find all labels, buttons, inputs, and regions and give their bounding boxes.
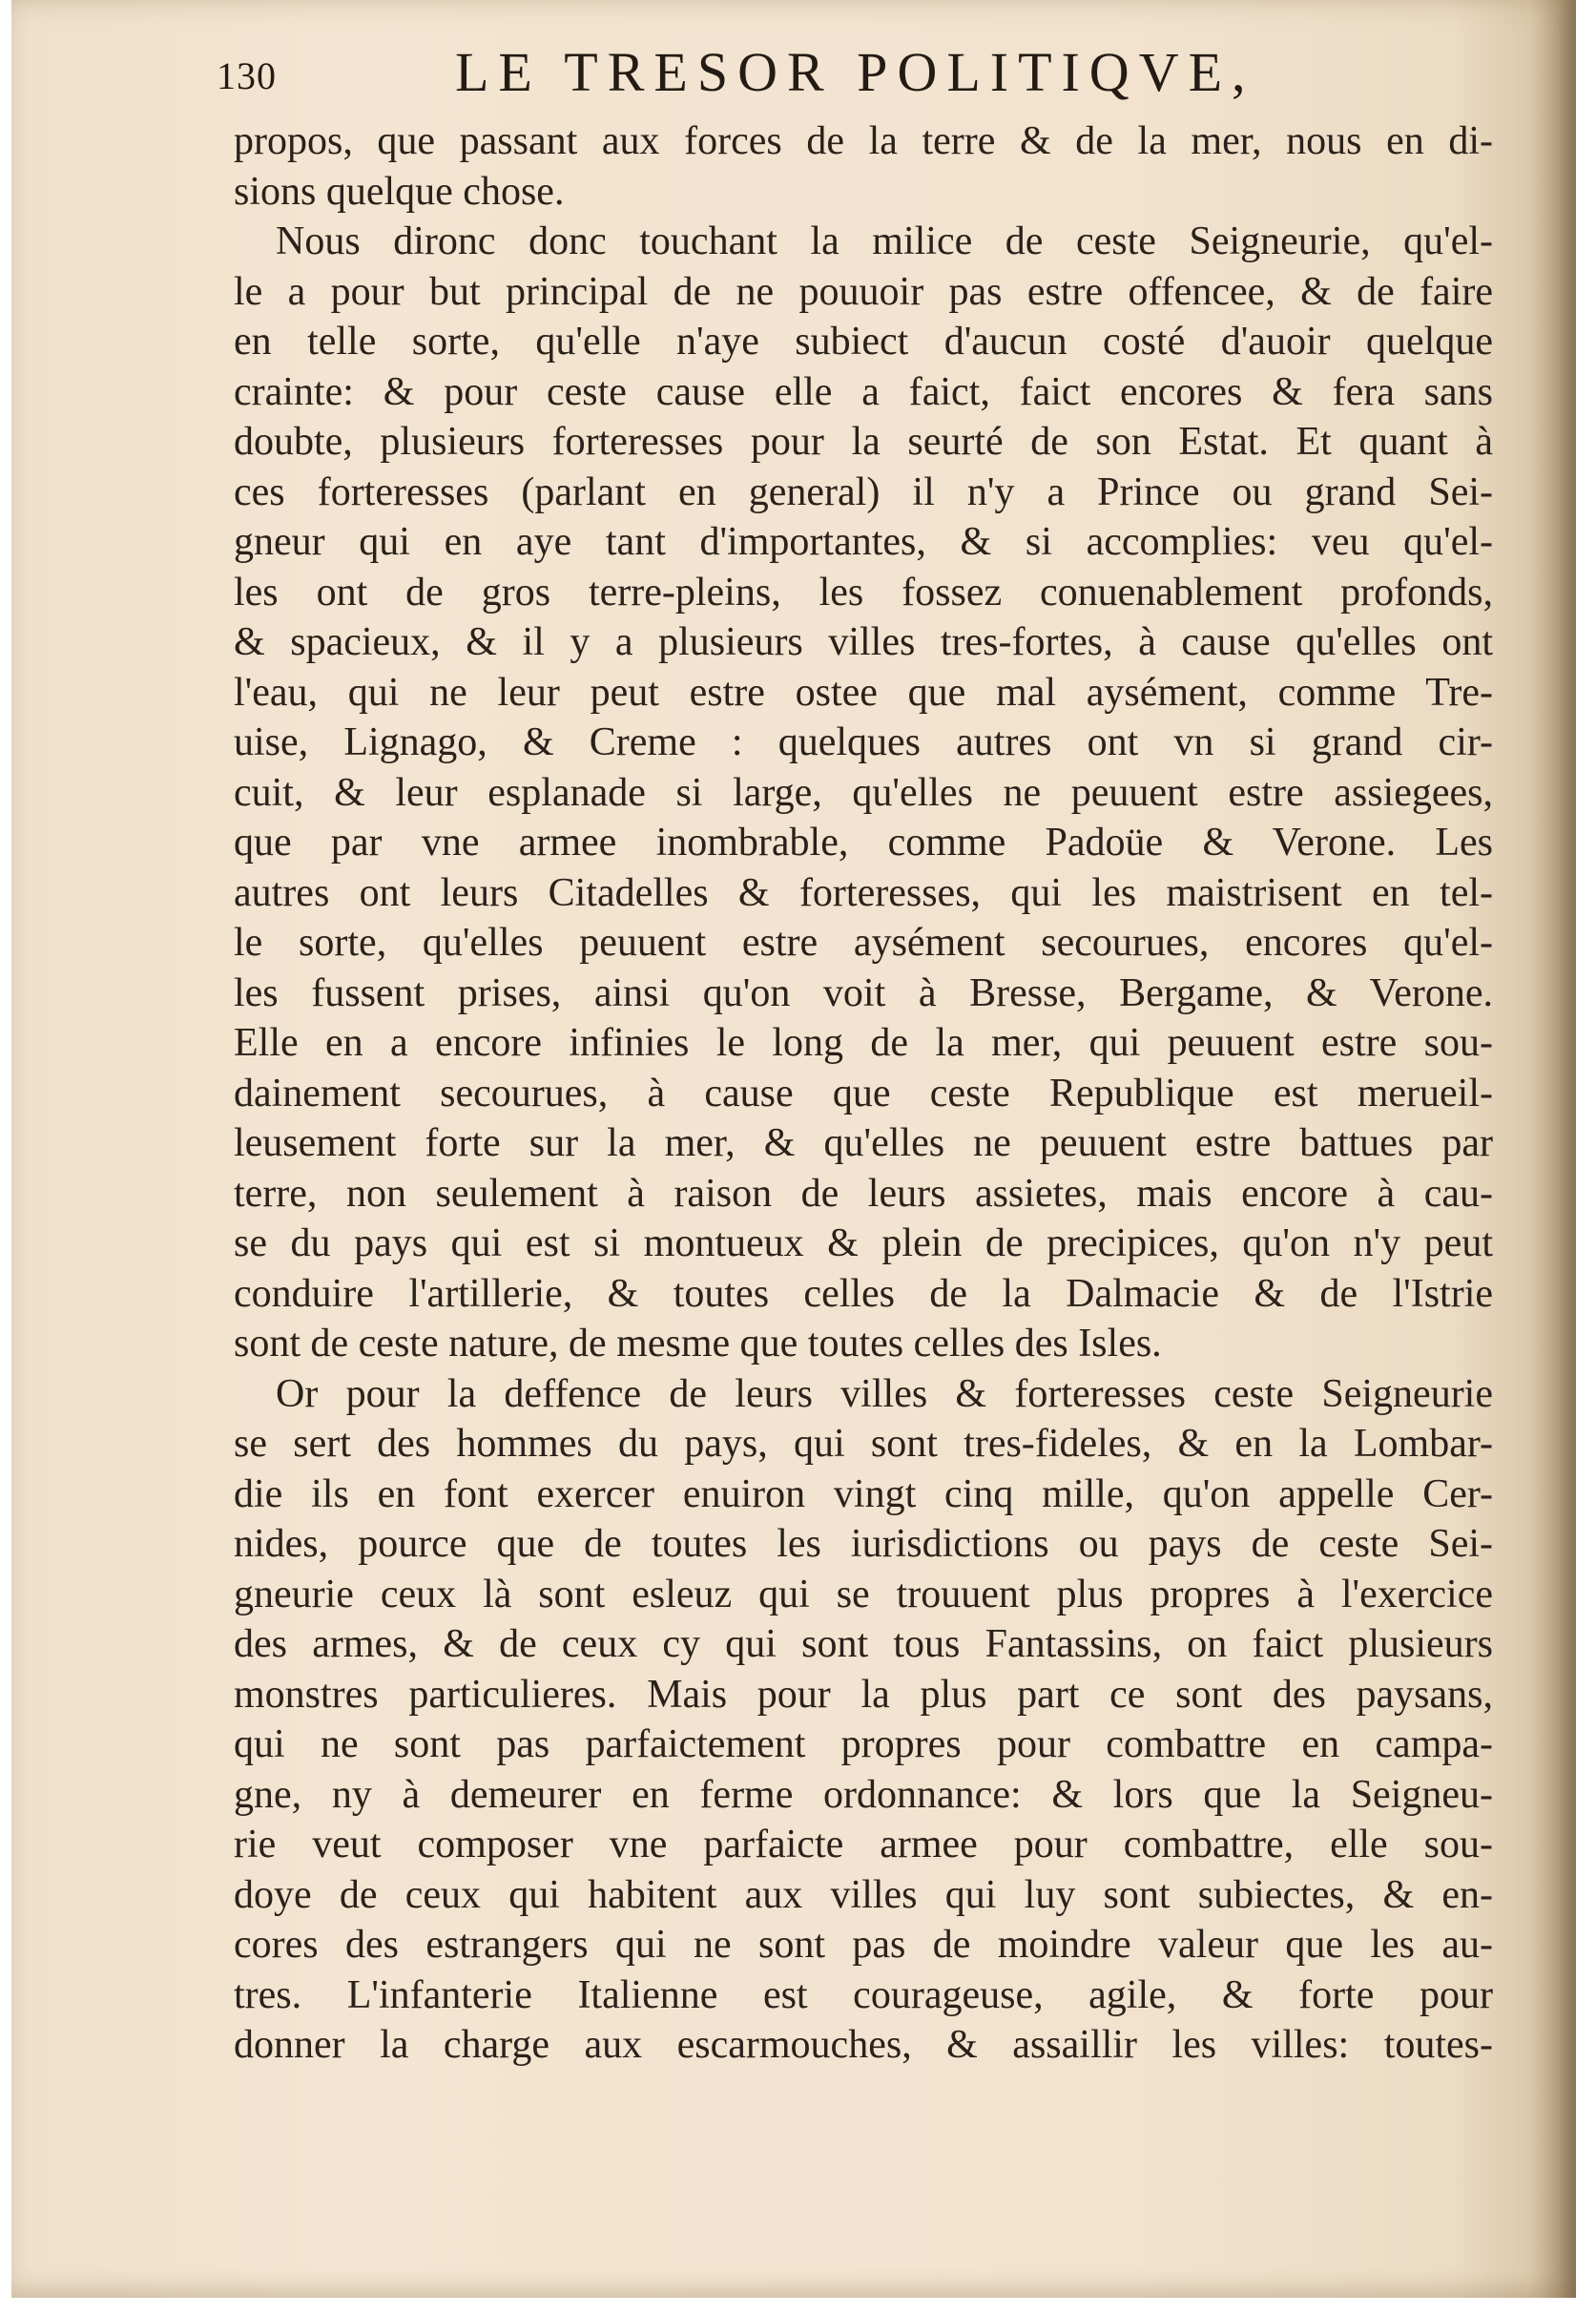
text-line: tres. L'infanterie Italienne est courageuse, agile, & forte pour [234,1972,1493,2017]
text-line: se du pays qui est si montueux & plein de precipices, qu'on n'y peut [234,1221,1493,1265]
text-line: uise, Lignago, & Creme : quelques autres ont vn si grand cir- [234,720,1493,764]
text-line: doye de ceux qui habitent aux villes qui luy sont subiectes, & en- [234,1872,1493,1917]
body-text [234,116,1493,2071]
text-line: Nous dironc donc touchant la milice de ceste Seigneurie, qu'el- [276,219,1493,263]
text-line: Elle en a encore infinies le long de la mer, qui peuuent estre sou- [234,1021,1493,1065]
text-line: monstres particulieres. Mais pour la plus part ce sont des paysans, [234,1672,1493,1717]
text-line: donner la charge aux escarmouches, & assaillir les villes: toutes- [234,2023,1493,2067]
text-line: propos, que passant aux forces de la terre & de la mer, nous en di- [234,119,1493,163]
page-header [217,36,1457,113]
text-line: se sert des hommes du pays, qui sont tres-fideles, & en la Lombar- [234,1422,1493,1466]
text-line: conduire l'artillerie, & toutes celles de la Dalmacie & de l'Istrie [234,1271,1493,1316]
text-line: dainement secourues, à cause que ceste Republique est merueil- [234,1071,1493,1115]
text-line: qui ne sont pas parfaictement propres pour combattre en campa- [234,1722,1493,1766]
text-line: des armes, & de ceux cy qui sont tous Fantassins, on faict plusieurs [234,1622,1493,1666]
text-line: le sorte, qu'elles peuuent estre aysément secourues, encores qu'el- [234,921,1493,965]
book-page [11,0,1576,2298]
text-line: nides, pource que de toutes les iurisdictions ou pays de ceste Sei- [234,1522,1493,1566]
text-line: autres ont leurs Citadelles & forteresses, qui les maistrisent en tel- [234,870,1493,915]
text-line: doubte, plusieurs forteresses pour la seurté de son Estat. Et quant à [234,420,1493,464]
text-line: le a pour but principal de ne pouuoir pas estre offencee, & de faire [234,269,1493,314]
text-line: terre, non seulement à raison de leurs assietes, mais encore à cau- [234,1171,1493,1216]
text-line: gne, ny à demeurer en ferme ordonnance: & lors que la Seigneu- [234,1772,1493,1817]
text-line: que par vne armee inombrable, comme Padoüe & Verone. Les [234,821,1493,865]
text-line: & spacieux, & il y a plusieurs villes tres-fortes, à cause qu'elles ont [234,620,1493,664]
text-line: die ils en font exercer enuiron vingt cinq mille, qu'on appelle Cer- [234,1471,1493,1516]
text-line: en telle sorte, qu'elle n'aye subiect d'aucun costé d'auoir quelque [234,320,1493,364]
running-title: LE TRESOR POLITIQVE, [455,41,1255,103]
text-line: gneur qui en aye tant d'importantes, & si accomplies: veu qu'el- [234,520,1493,564]
text-line: sions quelque chose. [234,169,565,214]
text-line: l'eau, qui ne leur peut estre ostee que mal aysément, comme Tre- [234,670,1493,715]
text-line: Or pour la deffence de leurs villes & forteresses ceste Seigneurie [276,1371,1493,1416]
text-line: crainte: & pour ceste cause elle a faict, faict encores & fera sans [234,369,1493,414]
text-line: les fussent prises, ainsi qu'on voit à Bresse, Bergame, & Verone. [234,970,1493,1015]
text-line: cuit, & leur esplanade si large, qu'elles ne peuuent estre assiegees, [234,770,1493,815]
text-line: sont de ceste nature, de mesme que toutes celles des Isles. [234,1322,1162,1365]
text-line: rie veut composer vne parfaicte armee pour combattre, elle sou- [234,1823,1493,1866]
text-line: ces forteresses (parlant en general) il n'y a Prince ou grand Sei- [234,469,1493,514]
page-number: 130 [217,54,277,97]
text-line: gneurie ceux là sont esleuz qui se trouuent plus propres à l'exercice [234,1572,1493,1616]
text-line: leusement forte sur la mer, & qu'elles ne peuuent estre battues par [234,1121,1493,1165]
text-line: les ont de gros terre-pleins, les fossez conuenablement profonds, [234,570,1493,615]
text-line: cores des estrangers qui ne sont pas de moindre valeur que les au- [234,1923,1493,1967]
